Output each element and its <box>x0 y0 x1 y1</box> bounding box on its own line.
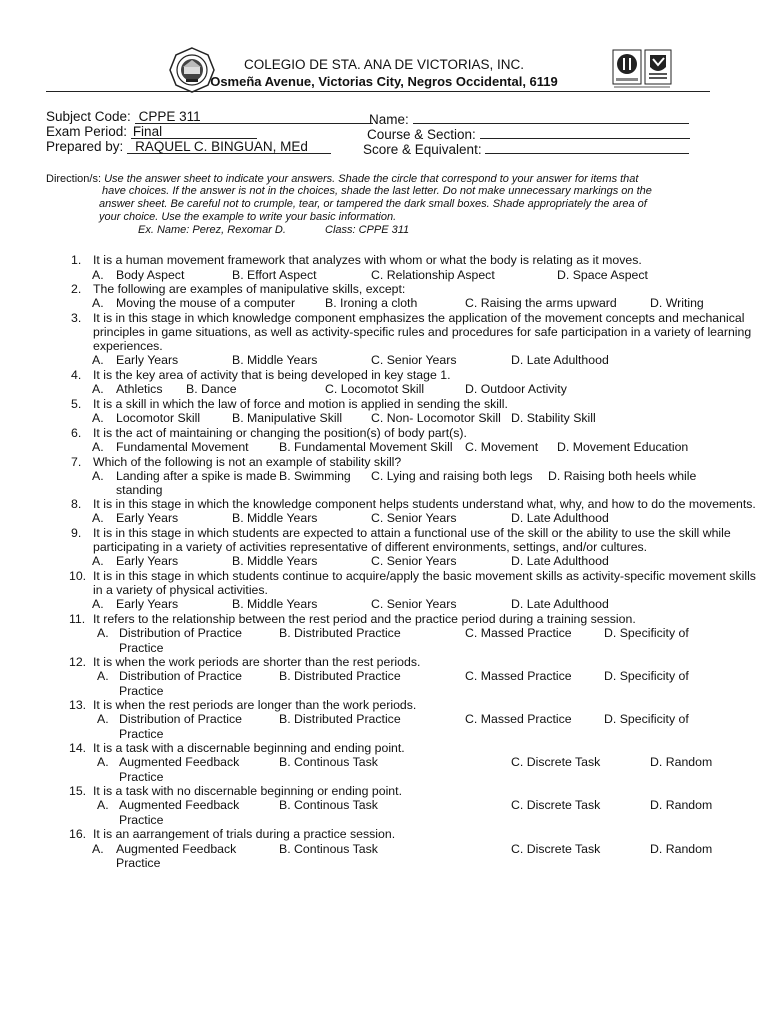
question-text: It is the act of maintaining or changing the position(s) of body part(s). <box>93 426 467 440</box>
choice-letter: D. <box>604 712 617 726</box>
question-number: 6. <box>71 426 82 440</box>
question-text: Which of the following is not an example of stability skill? <box>93 455 402 469</box>
choice-letter: A. <box>92 469 104 483</box>
choice-letter: C. <box>371 411 384 425</box>
question-text: It is when the work periods are shorter than the rest periods. <box>93 655 421 669</box>
choice-text: Early Years <box>116 554 179 568</box>
choice-text: Distributed Practice <box>294 712 401 726</box>
choice-letter: C. <box>511 842 524 856</box>
choice-item <box>465 626 572 640</box>
choice-item <box>232 411 342 425</box>
choice-text: Non- Locomotor Skill <box>386 411 501 425</box>
choice-continuation: Practice <box>119 813 164 827</box>
choice-letter: D. <box>604 626 617 640</box>
choice-continuation: Practice <box>119 770 164 784</box>
choice-letter: B. <box>279 626 291 640</box>
choice-letter: A. <box>92 511 104 525</box>
directions-example-name: Ex. Name: Perez, Rexomar D. <box>138 224 286 236</box>
choice-text: Writing <box>665 296 704 310</box>
choice-item <box>279 842 378 856</box>
question-text: The following are examples of manipulative skills, except: <box>93 282 406 296</box>
header-divider <box>46 91 710 92</box>
choice-letter: B. <box>325 296 337 310</box>
question-text: It is in this stage in which knowledge component emphasizes the application of the movement concepts and mechanical <box>93 311 745 325</box>
choice-letter: D. <box>604 669 617 683</box>
choice-letter: A. <box>97 755 109 769</box>
choice-letter: C. <box>465 626 478 640</box>
question-text: participating in a variety of activities representative of different environments, settings, and/or cultures. <box>93 540 648 554</box>
subject-code-label: Subject Code: <box>46 109 131 124</box>
choice-letter: A. <box>92 268 104 282</box>
choice-text: Massed Practice <box>480 669 572 683</box>
choice-item <box>511 353 609 367</box>
choice-item <box>465 296 617 310</box>
choice-letter: D. <box>650 842 663 856</box>
choice-item <box>511 842 600 856</box>
choice-text: Specificity of <box>619 626 689 640</box>
choice-letter: A. <box>92 597 104 611</box>
course-section-field <box>480 124 690 139</box>
name-label: Name: <box>369 112 409 127</box>
choice-text: Distributed Practice <box>294 626 401 640</box>
choice-text: Discrete Task <box>526 842 601 856</box>
course-section-label: Course & Section: <box>367 127 476 142</box>
question-text: principles in game situations, as well as activity-specific rules and procedures for safe participation in a variety of learning <box>93 325 752 339</box>
choice-text: Swimming <box>294 469 351 483</box>
choice-text: Late Adulthood <box>526 597 609 611</box>
choice-letter: D. <box>650 296 663 310</box>
choice-item <box>511 511 609 525</box>
question-number: 11. <box>69 612 86 626</box>
choice-text: Senior Years <box>386 554 457 568</box>
choice-letter: B. <box>279 712 291 726</box>
question-number: 16. <box>69 827 87 841</box>
directions-label: Direction/s: <box>46 173 102 185</box>
school-name: COLEGIO DE STA. ANA DE VICTORIAS, INC. <box>243 57 525 72</box>
choice-text: Specificity of <box>619 712 689 726</box>
choice-text: Senior Years <box>386 511 457 525</box>
question-text: It is when the rest periods are longer than the work periods. <box>93 698 417 712</box>
choice-item <box>511 597 609 611</box>
choice-letter: D. <box>548 469 561 483</box>
choice-text: Early Years <box>116 511 179 525</box>
subject-code-value: CPPE 311 <box>135 109 373 124</box>
question-number: 5. <box>71 397 82 411</box>
question-text: It is a task with a discernable beginning and ending point. <box>93 741 405 755</box>
score-row <box>363 139 689 157</box>
choice-letter: B. <box>232 511 244 525</box>
choice-letter: C. <box>511 798 524 812</box>
choice-letter: A. <box>92 554 104 568</box>
choice-letter: C. <box>465 440 478 454</box>
choice-letter: D. <box>511 597 524 611</box>
certification-badge-logo <box>612 49 672 91</box>
choice-item <box>465 712 572 726</box>
prepared-by-label: Prepared by: <box>46 139 124 154</box>
choice-letter: D. <box>650 798 663 812</box>
choice-letter: A. <box>92 296 104 310</box>
question-number: 12. <box>69 655 87 669</box>
choice-letter: C. <box>371 268 384 282</box>
question-text: It refers to the relationship between the rest period and the practice period during a training session. <box>93 612 636 626</box>
name-field <box>413 109 689 124</box>
choice-text: Manipulative Skill <box>247 411 343 425</box>
choice-item <box>650 755 712 769</box>
choice-letter: D. <box>511 411 524 425</box>
choice-text: Ironing a cloth <box>340 296 418 310</box>
choice-text: Early Years <box>116 597 179 611</box>
choice-text: Late Adulthood <box>526 511 609 525</box>
choice-letter: B. <box>279 669 291 683</box>
prepared-by-row <box>46 139 331 154</box>
choice-item <box>604 712 689 726</box>
choice-text: Landing after a spike is made <box>116 469 277 483</box>
choice-text: Distribution of Practice <box>119 626 243 640</box>
directions-text-4: your choice. Use the example to write your basic information. <box>99 211 397 223</box>
choice-item <box>465 669 572 683</box>
choice-letter: D. <box>511 511 524 525</box>
choice-text: Raising the arms upward <box>480 296 617 310</box>
choice-item <box>325 382 424 396</box>
choice-letter: D. <box>511 353 524 367</box>
choice-letter: B. <box>232 268 244 282</box>
question-number: 13. <box>69 698 87 712</box>
question-text: in a variety of physical activities. <box>93 583 268 597</box>
choice-text: Fundamental Movement <box>116 440 249 454</box>
choice-letter: D. <box>511 554 524 568</box>
prepared-by-value: RAQUEL C. BINGUAN, MEd <box>127 139 331 154</box>
choice-item <box>650 296 704 310</box>
choice-text: Middle Years <box>247 554 318 568</box>
choice-item <box>279 440 453 454</box>
choice-item <box>511 554 609 568</box>
choice-text: Massed Practice <box>480 626 572 640</box>
question-number: 15. <box>69 784 87 798</box>
choice-item <box>371 268 495 282</box>
question-text: It is a task with no discernable beginning or ending point. <box>93 784 402 798</box>
choice-text: Distribution of Practice <box>119 669 243 683</box>
choice-letter: A. <box>97 626 109 640</box>
choice-item <box>232 597 317 611</box>
choice-letter: B. <box>232 554 244 568</box>
choice-continuation: Practice <box>119 684 164 698</box>
choice-text: Moving the mouse of a computer <box>116 296 296 310</box>
choice-item <box>232 353 317 367</box>
choice-item <box>548 469 696 483</box>
choice-item <box>604 626 689 640</box>
question-number: 8. <box>71 497 82 511</box>
choice-text: Early Years <box>116 353 179 367</box>
choice-letter: B. <box>232 597 244 611</box>
question-number: 10. <box>69 569 87 583</box>
choice-text: Space Aspect <box>572 268 648 282</box>
choice-text: Augmented Feedback <box>116 842 237 856</box>
choice-letter: A. <box>92 411 104 425</box>
choice-letter: D. <box>557 440 570 454</box>
question-number: 9. <box>71 526 82 540</box>
choice-item <box>279 798 378 812</box>
choice-letter: C. <box>371 353 384 367</box>
choice-text: Late Adulthood <box>526 353 609 367</box>
choice-letter: A. <box>92 382 104 396</box>
choice-item <box>650 842 712 856</box>
choice-item <box>279 669 401 683</box>
subject-code-row <box>46 109 373 124</box>
choice-text: Effort Aspect <box>247 268 317 282</box>
choice-letter: B. <box>279 440 291 454</box>
choice-text: Middle Years <box>247 511 318 525</box>
question-text: experiences. <box>93 339 163 353</box>
choice-text: Random <box>665 842 713 856</box>
question-number: 7. <box>71 455 82 469</box>
choice-text: Raising both heels while <box>563 469 697 483</box>
choice-item <box>279 755 378 769</box>
choice-text: Movement Education <box>572 440 689 454</box>
choice-text: Stability Skill <box>526 411 596 425</box>
question-number: 4. <box>71 368 82 382</box>
choice-text: Lying and raising both legs <box>386 469 533 483</box>
choice-text: Fundamental Movement Skill <box>294 440 453 454</box>
choice-item <box>511 755 600 769</box>
choice-item <box>465 440 538 454</box>
choice-letter: C. <box>371 554 384 568</box>
choice-text: Athletics <box>116 382 163 396</box>
choice-text: Locomotot Skill <box>340 382 425 396</box>
choice-item <box>371 469 533 483</box>
choice-letter: A. <box>92 842 104 856</box>
choice-letter: C. <box>371 511 384 525</box>
choice-letter: C. <box>371 597 384 611</box>
choice-text: Movement <box>480 440 539 454</box>
choice-letter: B. <box>279 469 291 483</box>
question-text: It is in this stage in which students continue to acquire/apply the basic movement skills as activity-specific movement skills <box>93 569 756 583</box>
choice-text: Middle Years <box>247 597 318 611</box>
choice-letter: A. <box>92 440 104 454</box>
choice-letter: B. <box>279 798 291 812</box>
directions-line-1 <box>46 173 638 185</box>
choice-text: Continous Task <box>294 842 378 856</box>
question-number: 14. <box>69 741 87 755</box>
choice-letter: A. <box>97 669 109 683</box>
choice-item <box>232 554 317 568</box>
directions-text-1: Use the answer sheet to indicate your answers. Shade the circle that correspond to your answer for items that <box>104 173 639 185</box>
choice-item <box>371 411 501 425</box>
question-text: It is a human movement framework that analyzes with whom or what the body is relating as it moves. <box>93 253 642 267</box>
question-text: It is a skill in which the law of force and motion is applied in sending the skill. <box>93 397 508 411</box>
directions-text-2: have choices. If the answer is not in the choices, shade the last letter. Do not make unnecessary markings on the <box>102 185 652 197</box>
exam-period-value: Final <box>131 124 257 139</box>
choice-letter: C. <box>465 296 478 310</box>
choice-text: Late Adulthood <box>526 554 609 568</box>
choice-text: Locomotor Skill <box>116 411 201 425</box>
directions-example-class: Class: CPPE 311 <box>325 224 410 236</box>
choice-text: Body Aspect <box>116 268 185 282</box>
choice-letter: A. <box>97 798 109 812</box>
choice-text: Senior Years <box>386 353 457 367</box>
directions-text-3: answer sheet. Be careful not to crumple, tear, or tampered the dark small boxes. Shade appropriately the area of <box>99 198 647 210</box>
choice-letter: C. <box>511 755 524 769</box>
question-text: It is an aarrangement of trials during a practice session. <box>93 827 396 841</box>
choice-item <box>511 411 596 425</box>
choice-item <box>279 469 351 483</box>
choice-item <box>650 798 712 812</box>
choice-letter: D. <box>650 755 663 769</box>
choice-item <box>557 440 688 454</box>
choice-item <box>371 597 456 611</box>
choice-continuation: Practice <box>119 727 164 741</box>
choice-text: Distribution of Practice <box>119 712 243 726</box>
choice-item <box>371 353 456 367</box>
choice-text: Middle Years <box>247 353 318 367</box>
choice-letter: C. <box>371 469 384 483</box>
choice-text: Discrete Task <box>526 755 601 769</box>
choice-letter: D. <box>465 382 478 396</box>
choice-item <box>279 626 401 640</box>
choice-letter: D. <box>557 268 570 282</box>
choice-letter: A. <box>92 353 104 367</box>
choice-text: Distributed Practice <box>294 669 401 683</box>
choice-letter: B. <box>186 382 198 396</box>
question-text: It is the key area of activity that is being developed in key stage 1. <box>93 368 451 382</box>
question-number: 2. <box>71 282 82 296</box>
choice-text: Outdoor Activity <box>480 382 567 396</box>
choice-text: Random <box>665 798 713 812</box>
question-text: It is in this stage in which the knowledge component helps students understand what, why, and how to do the movements. <box>93 497 756 511</box>
choice-letter: B. <box>279 842 291 856</box>
question-number: 1. <box>71 253 82 267</box>
choice-continuation: Practice <box>116 856 161 870</box>
exam-period-label: Exam Period: <box>46 124 128 139</box>
choice-item <box>186 382 237 396</box>
choice-text: Massed Practice <box>480 712 572 726</box>
choice-text: Augmented Feedback <box>119 755 240 769</box>
choice-letter: B. <box>232 353 244 367</box>
choice-item <box>511 798 600 812</box>
choice-letter: C. <box>325 382 338 396</box>
choice-text: Specificity of <box>619 669 689 683</box>
choice-text: Random <box>665 755 713 769</box>
choice-item <box>604 669 689 683</box>
choice-letter: C. <box>465 669 478 683</box>
choice-letter: B. <box>232 411 244 425</box>
question-number: 3. <box>71 311 82 325</box>
choice-item <box>232 511 317 525</box>
score-field <box>485 139 689 154</box>
choice-text: Continous Task <box>294 798 378 812</box>
choice-continuation: Practice <box>119 641 164 655</box>
choice-item <box>279 712 401 726</box>
choice-text: Relationship Aspect <box>386 268 495 282</box>
choice-text: Continous Task <box>294 755 378 769</box>
choice-continuation: standing <box>116 483 163 497</box>
choice-item <box>325 296 417 310</box>
exam-period-row <box>46 124 257 139</box>
score-label: Score & Equivalent: <box>363 142 482 157</box>
choice-letter: B. <box>279 755 291 769</box>
choice-item <box>557 268 648 282</box>
choice-item <box>232 268 317 282</box>
choice-text: Augmented Feedback <box>119 798 240 812</box>
question-text: It is in this stage in which students are expected to attain a functional use of the skill or the ability to use the skill while <box>93 526 731 540</box>
choice-text: Discrete Task <box>526 798 601 812</box>
choice-item <box>371 511 456 525</box>
choice-item <box>371 554 456 568</box>
choice-text: Dance <box>201 382 237 396</box>
choice-letter: C. <box>465 712 478 726</box>
choice-letter: A. <box>97 712 109 726</box>
school-address: Osmeña Avenue, Victorias City, Negros Occidental, 6119 <box>210 74 558 89</box>
choice-item <box>465 382 567 396</box>
choice-text: Senior Years <box>386 597 457 611</box>
